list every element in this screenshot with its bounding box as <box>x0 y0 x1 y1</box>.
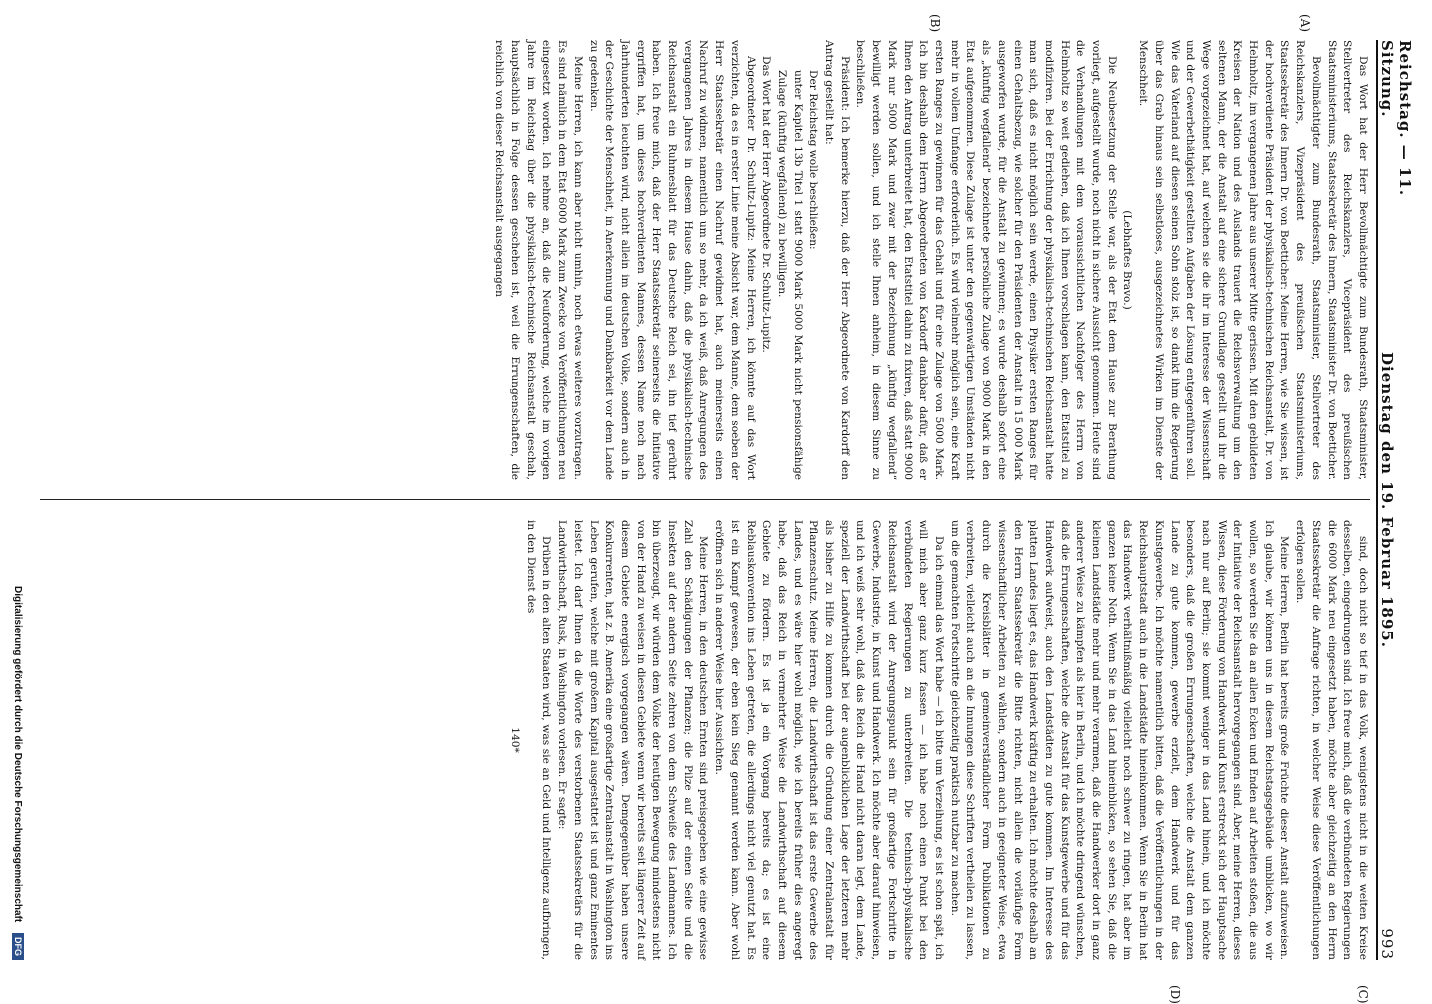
paragraph: Abgeordneter Dr. Schultz-Lupitz: Meine Herren, ich könnte auf das Wort verzichten, da es in erster Linie meine Absicht war, dem Manne, dem soeben der Herr Staatssekretär einen Nachruf gewidmet hat, auch meinerseits einen Nachruf zu widmen, namentlich um so mehr, da ich weiß, daß Anregungen des vergangenen Jahres in diesem Hause dahin, daß die physikalisch-technische Reichsanstalt ein Ruhmesblatt für das Deutsche Reich sei, ihn tief gerührt haben. Ich freue mich, daß der Herr Staatssekretär seinerseits die Initiative ergriffen hat, um dieses hochverdienten Mannes, dessen Name noch nach Jahrhunderten leuchten wird, nicht allein im deutschen Volke, sondern auch in der Geschichte der Menschheit, in Anerkennung und Dankbarkeit vor dem Lande zu gedenken. <box>587 40 757 480</box>
header-left: Reichstag. — 11. Sitzung. <box>1378 40 1414 197</box>
digitization-credit <box>12 40 24 960</box>
paragraph: Das Wort hat der Herr Bevollmächtigte zum Bundesrath, Staatsminister, Stellvertreter des Reichskanzlers, Vicepräsident des preußischen Staatsministeriums, Staatssekretär des Innern, Staatsminister Dr. von Boetticher. <box>1325 40 1369 481</box>
paragraph: Da ich einmal das Wort habe — ich bitte um Verzeihung, es ist schon spät, ich will mich aber ganz kurz fassen — ich habe noch einen Punkt bei den verbündeten Regierungen zu unterbreiten. Die technisch-physikalische Reichsanstalt wird der Anregungspunkt sein für großartige Fortschritte in Gewerbe, Industrie, in Kunst und Handwerk. Ich möchte aber darauf hinweisen, und ich weiß sehr wohl, daß das Reich die Hand nicht daran legt, dem Lande, speziell der Landwirthschaft bei der augenblicklichen Lage der letzteren mehr als bisher zu Hilfe zu kommen durch die Gründung einer Zentralanstalt für Pflanzenschutz. Meine Herren, die Landwirthschaft ist das erste Gewerbe des Landes, und es wäre hier wohl möglich, wie ich bereits früher dies angeregt habe, daß das Reich in vermehrter Weise die Landwirthschaft auf diesem Gebiete zu fördern. Es ist ja ein Vorgang bereits da; es ist eine Reblauskonvention ins Leben getreten, die allerdings nicht viel genutzt hat. Es ist ein Kampf gewesen, der eben kein Sieg genannt werden kann. Aber wohl eröffnen sich in anderer Weise hier Aussichten. <box>713 520 946 960</box>
paragraph: Die Neubesetzung der Stelle war, als der Etat dem Hause zur Berathung vorliegt, aufgestellt wurde, noch nicht in sichere Aussicht genommen. Heute sind die Verhandlungen mit dem voraussichtlichen Nachfolger des Herrn von Helmholtz so weit gediehen, daß ich Ihnen vorschlagen kann, den Etatstitel zu modifiziren. Bei der Errichtung der physikalisch-technischen Reichsanstalt hatte man sich, daß es nicht möglich sein werde, einen Physiker ersten Ranges für einen Gehaltsbezug, wie solcher für den Präsidenten der Anstalt in 15 000 Mark ausgeworfen wurde, für die Anstalt zu gewinnen; es wurde deshalb sofort eine als „künftig wegfallend“ bezeichnete persönliche Zulage von 9000 Mark in den Etat aufgenommen. Diese Zulage ist unter den gegenwärtigen Umständen nicht mehr in vollem Umfange erforderlich. Es wird vielmehr möglich sein, eine Kraft ersten Ranges zu gewinnen für das Gehalt und für eine Zulage von 5000 Mark. Ich bin deshalb dem Herrn Abgeordneten von Kardorff dankbar dafür, daß er Ihnen den Antrag unterbreitet hat, den Etatstitel dahin zu fixiren, daß statt 9000 Mark nur 5000 Mark und zwar mit der Bezeichnung „künftig wegfallend“ bewilligt werden sollen, und ich stelle Ihnen anheim, in diesem Sinne zu beschließen. <box>854 40 1118 480</box>
paragraph: Präsident: Ich bemerke hierzu, daß der Herr Abgeordnete von Kardorff den Antrag gestellt hat: <box>823 40 851 480</box>
paragraph: (Lebhaftes Bravo.) <box>1121 210 1134 310</box>
paragraph: Bevollmächtigter zum Bundesrath, Staatsminister, Stellvertreter des Reichskanzlers, Vizepräsident des preußischen Staatsministeriums, Staatssekretär des Innern Dr. von Boetticher: Meine Herren, wie Sie wissen, ist der hochverdiente Präsident der physikalisch-technischen Reichsanstalt, Dr. von Helmholtz, im vergangenen Jahre aus unserer Mitte gerissen. Mit den gebildeten Kreisen der Nation und des Auslands trauert die Reichsverwaltung um den seltenen Mann, der die Anstalt auf eine sichere Grundlage gestellt und ihr die Wege vorgezeichnet hat, auf welchen sie die ihr im Interesse der Wissenschaft und der Gewerbethätigkeit gestellten Aufgaben der Lösung entgegenführen soll. Wie das Vaterland auf diesen seinen Sohn stolz ist, so dankt ihm die Regierung über das Grab hinaus sein selbstloses, ausgezeichnetes Wirken im Dienste der Menschheit. <box>1137 40 1322 480</box>
dfg-logo: DFG <box>12 933 24 960</box>
page-number: 993 <box>1378 928 1396 960</box>
credit-text: Digitalisierung gefördert durch die Deutsche Forschungsgemeinschaft <box>12 586 23 923</box>
page-header <box>1376 40 1414 960</box>
margin-marker-b: (B) <box>928 14 942 33</box>
paragraph: Meine Herren, ich kann aber nicht umhin, noch etwas weiteres vorzutragen. Es sind nämlich in dem Etat 6000 Mark zum Zwecke von Veröffentlichungen neu eingesetzt worden. Ich nehme an, daß die Neuforderung, welche im vorigen Jahre im Reichstag über die physikalisch-technische Reichsanstalt geschah, hauptsächlich in Folge dessen geschehen ist, weil die Errungenschaften, die reichlich von dieser Reichsanstalt ausgegangen <box>493 40 584 480</box>
paragraph: 140* <box>509 727 522 753</box>
paragraph: Der Reichstag wolle beschließen: <box>807 70 820 250</box>
paragraph: Drüben in den alten Staaten wird, was sie an Geld und Intelligenz aufbringen, in den Dienst des <box>524 520 553 960</box>
paragraph: unter Kapitel 13b Titel 1 statt 9000 Mark 5000 Mark nicht pensionsfähige Zulage (künftig wegfallend) zu bewilligen. <box>775 70 804 480</box>
margin-marker-d: (D) <box>1168 985 1182 1004</box>
margin-marker-c: (C) <box>1356 985 1370 1004</box>
right-column <box>506 520 1370 960</box>
column-divider <box>40 499 1370 500</box>
paragraph: Meine Herren, Berlin hat bereits große Früchte dieser Anstalt aufzuweisen. Ich glaube, wir können uns in diesem Reichstagsgebäude umblicken, wo wir wollen, so werden Sie da an allen Ecken und Enden auf Arbeiten stoßen, die aus der Initiative der Reichsanstalt hervorgegangen sind. Aber, meine Herren, dieses Wissen, diese Förderung von Handwerk und Kunst erstreckt sich der Hauptsache nach nur auf Berlin; sie kommt weniger in das Land hinein, und ich möchte besonders, daß die großen Errungenschaften, welche die Anstalt dem ganzen Lande zu gute kommen, gewerbe erzielt, dem Handwerk und für das Kunstgewerbe. Ich möchte namentlich bitten, daß die Veröffentlichungen in der Reichshauptstadt auch in die Landstädte hineinkommen. Wenn Sie in Berlin hat das Handwerk verhältnißmäßig vielleicht noch schwer zu ringen, hat aber im ganzen keine Noth. Wenn Sie in das Land hineinblicken, so sehen Sie, daß die kleinen Landstädte mehr und mehr verarmen, daß die Handwerker dort in ganz anderer Weise zu kämpfen als hier in Berlin, und ich möchte dringend wünschen, daß die Errungenschaften, welche die Anstalt für das Kunstgewerbe und für das Handwerk aufweist, auch den Landstädten zu gute kommen. Im Interesse des platten Landes liegt es, das Handwerk kräftig zu erhalten. Ich möchte deshalb an den Herrn Staatssekretär die Bitte richten, nicht allein die vorläufige Form wissenschaftlicher Arbeiten zu wählen, sondern auch in geeigneter Weise, etwa durch die Kreisblätter in gemeinverständlicher Form Publikationen zu verbreiten, vielleicht auch an die Innungen diese Schriften vertheilen zu lassen, um die gemachten Fortschritte gleichzeitig praktisch nutzbar zu machen. <box>948 520 1291 960</box>
left-column <box>491 40 1370 480</box>
paragraph: Meine Herren, in den deutschen Ernten sind preisgegeben wie eine gewisse Zahl den Schädigungen der Pflanzen; die Pilze auf der einen Seite und die Insekten auf der andern Seite zehren von dem Schweiße des Landmannes. Ich bin überzeugt, wir würden dem Volke der heutigen Bewegung mindestens nicht von der Hand zu weisen in diesen Gebiete wenn wir bereits seit längerer Zeit auf diesem Gebiete energisch vorgegangen wären. Demgegenüber haben unsere Konkurrenten, hat z. B. Amerika eine großartige Zentralanstalt in Washington ins Leben gerufen, welche mit großem Kapital ausgestattet ist und ganz Eminentes leistet. Ich darf Ihnen da die Worte des verstorbenen Staatssekretärs für die Landwirthschaft, Rusk, in Washington vorlesen. Er sagte: <box>556 520 710 960</box>
header-date: Dienstag den 19. Februar 1895. <box>1378 352 1396 648</box>
margin-marker-a: (A) <box>1298 14 1312 33</box>
paragraph: sind, doch nicht so tief in das Volk, wenigstens nicht in die weiten Kreise desselben, eingedrungen sind. Ich freue mich, daß die verbündeten Regierungen die 6000 Mark neu eingesetzt haben, möchte aber gleichzeitig an den Herrn Staatssekretär die Anfrage richten, in welcher Weise diese Veröffentlichungen erfolgen sollen. <box>1294 520 1369 960</box>
paragraph: Das Wort hat der Herr Abgeordnete Dr. Schultz-Lupitz. <box>760 56 773 353</box>
